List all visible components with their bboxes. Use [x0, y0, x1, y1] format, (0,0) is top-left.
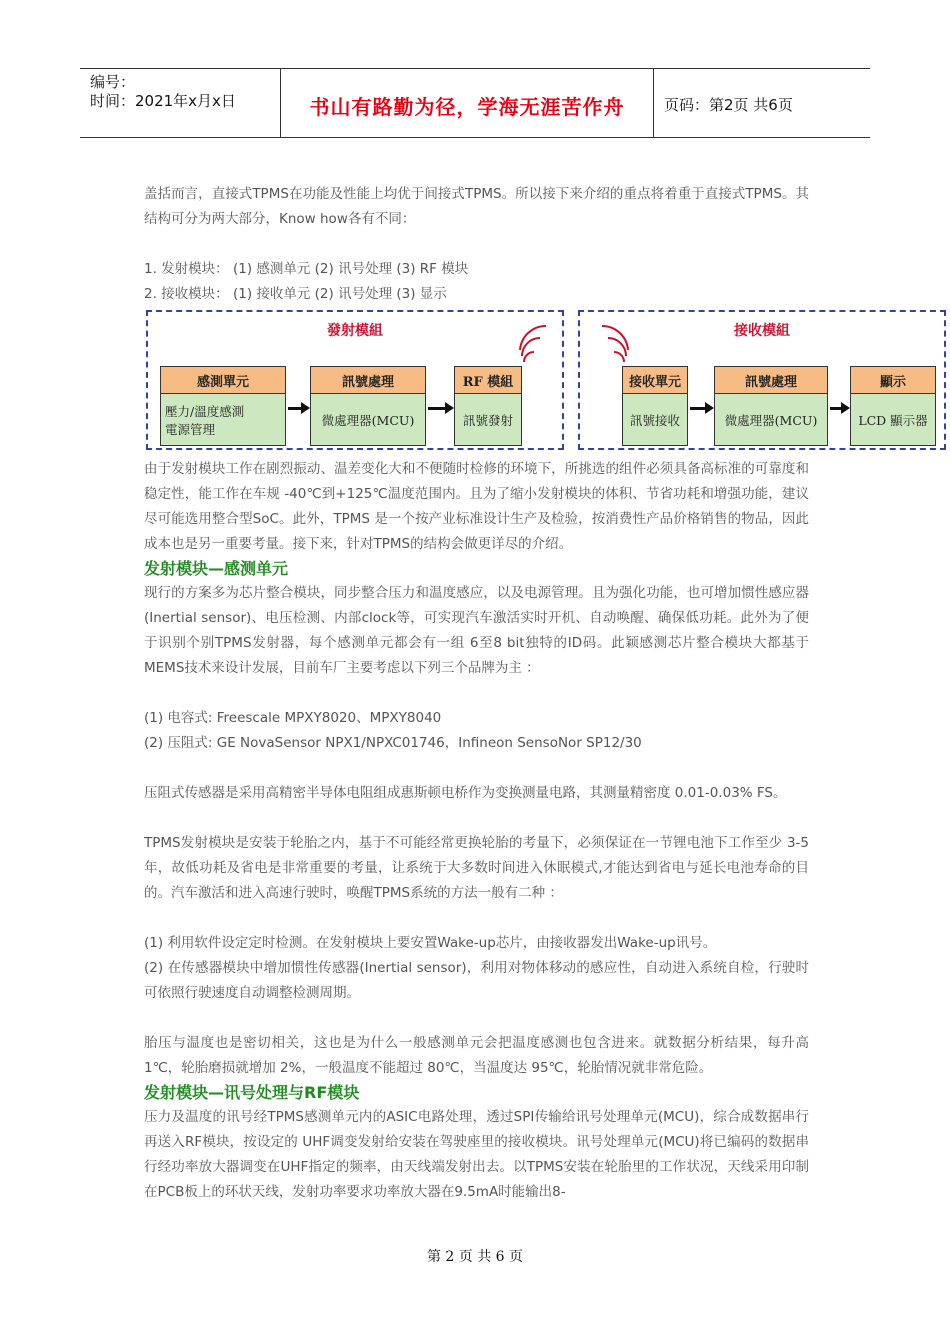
receiver-title: 接收模組 [734, 323, 790, 339]
piezo-paragraph: 压阻式传感器是采用高精密半导体电阻组成惠斯顿电桥作为变换测量电路，其测量精密度 0.01-0.03% FS。 [144, 785, 787, 801]
display-title: 顯示 [851, 367, 935, 394]
sensing-unit-title: 感測單元 [161, 367, 285, 394]
rx-signal-processing-line: 微處理器(MCU) [724, 413, 818, 428]
page-footer: 第 2 页 共 6 页 [426, 1249, 524, 1265]
header-motto-cell [281, 69, 654, 137]
time-label: 时间：2021年x月x日 [90, 92, 236, 110]
brand-list-item: (2) 压阻式: GE NovaSensor NPX1/NPXC01746，Infineon SensoNor SP12/30 [144, 735, 642, 751]
display-line: LCD 顯示器 [858, 413, 928, 428]
arrow-icon [428, 407, 448, 410]
receiving-unit-line: 訊號接收 [629, 413, 680, 428]
transmitter-panel [146, 310, 564, 450]
rf-module-line: 訊號發射 [462, 413, 513, 428]
module-list-item-1: 1. 发射模块： (1) 感测单元 (2) 讯号处理 (3) RF 模块 [144, 261, 469, 277]
environment-paragraph: 由于发射模块工作在剧烈振动、温差变化大和不便随时检修的环境下，所挑选的组件必须具备高标准的可靠度和稳定性，能工作在车规 -40℃到+125℃温度范围内。且为了缩小发射模块的体积、节省功耗和增强功能，建议尽可能选用整合型SoC。此外，TPMS 是一个按产业标准设计生产及检验，按消费性产品价格销售的物品，因此成本也是另一重要考量。接下来，针对TPMS的结构会做更详尽的介绍。 [144, 461, 809, 552]
wireless-signal-icon [588, 322, 632, 370]
sensing-unit-line: 壓力/溫度感測 [165, 404, 245, 419]
arrow-icon [288, 407, 304, 410]
rf-module-title: RF 模組 [455, 367, 521, 394]
sensing-paragraph: 现行的方案多为芯片整合模块，同步整合压力和温度感应，以及电源管理。且为强化功能，也可增加惯性感应器 (Inertial sensor)、电压检测、内部clock等，可实现汽车激活实时开机、自动唤醒、确保低功耗。此外为了便于识别个别TPMS发射器，每个感测单元都会有一组 6至8 bit独特的ID码。此颖感测芯片整合模块大都基于MEMS技术来设计发展，目前车厂主要考虑以下列三个品牌为主 ： [144, 585, 809, 676]
rx-signal-processing-box [714, 366, 828, 446]
wakeup-list-item: (1) 利用软件设定定时检测。在发射模块上要安置Wake-up芯片，由接收器发出Wake-up讯号。 [144, 935, 717, 951]
number-label: 编号： [90, 73, 136, 91]
section-heading-sensing: 发射模块—感测单元 [144, 559, 289, 578]
signal-processing-box [310, 366, 426, 446]
header-meta-cell [80, 69, 281, 137]
wireless-signal-icon [516, 322, 560, 370]
receiver-panel [578, 310, 946, 450]
body-section [144, 457, 809, 1205]
rx-signal-processing-title: 訊號處理 [715, 367, 827, 394]
header-page-cell [654, 69, 870, 137]
rf-paragraph: 压力及温度的讯号经TPMS感测单元内的ASIC电路处理，透过SPI传输给讯号处理单元(MCU)，综合成数据串行再送入RF模块，按设定的 UHF调变发射给安装在驾驶座里的接收模块。讯号处理单元(MCU)将已编码的数据串行经功率放大器调变在UHF指定的频率，由天线端发射出去。以TPMS安装在轮胎里的工作状况，天线采用印制在PCB板上的环状天线，发射功率要求功率放大器在9.5mA时能输出8- [144, 1109, 809, 1200]
temperature-paragraph: 胎压与温度也是密切相关，这也是为什么一般感测单元会把温度感测也包含进来。就数据分析结果，每升高1℃，轮胎磨损就增加 2%，一般温度不能超过 80℃，当温度达 95℃，轮胎情况就非常危险。 [144, 1035, 809, 1076]
module-list-item-2: 2. 接收模块： (1) 接收单元 (2) 讯号处理 (3) 显示 [144, 286, 447, 302]
page-header [80, 68, 870, 138]
section-heading-rf: 发射模块—讯号处理与RF模块 [144, 1083, 360, 1102]
wakeup-list-item: (2) 在传感器模块中增加惯性传感器(Inertial sensor)，利用对物体移动的感应性，自动进入系统自检，行驶时可依照行驶速度自动调整检测周期。 [144, 960, 809, 1001]
arrow-icon [830, 407, 844, 410]
receiving-unit-box [622, 366, 688, 446]
display-box [850, 366, 936, 446]
signal-processing-line: 微處理器(MCU) [321, 413, 415, 428]
signal-processing-title: 訊號處理 [311, 367, 425, 394]
sensing-unit-box [160, 366, 286, 446]
power-paragraph: TPMS发射模块是安装于轮胎之内，基于不可能经常更换轮胎的考量下，必须保证在一节锂电池下工作至少 3-5年，故低功耗及省电是非常重要的考量，让系统于大多数时间进入休眠模式,才能达到省电与延长电池寿命的目的。汽车激活和进入高速行驶时，唤醒TPMS系统的方法一般有二种 ： [144, 835, 809, 901]
intro-section [144, 182, 809, 307]
brand-list-item: (1) 电容式: Freescale MPXY8020、MPXY8040 [144, 710, 442, 726]
transmitter-title: 發射模組 [327, 323, 383, 339]
rf-module-box [454, 366, 522, 446]
receiving-unit-title: 接收單元 [623, 367, 687, 394]
arrow-icon [690, 407, 708, 410]
motto: 书山有路勤为径，学海无涯苦作舟 [309, 95, 625, 119]
intro-paragraph: 盖括而言，直接式TPMS在功能及性能上均优于间接式TPMS。所以接下来介绍的重点将着重于直接式TPMS。其结构可分为两大部分，Know how各有不同： [144, 186, 809, 227]
sensing-unit-line: 電源管理 [165, 422, 216, 437]
page-number-label: 页码：第2页 共6页 [664, 96, 793, 114]
tpms-block-diagram [146, 310, 946, 452]
